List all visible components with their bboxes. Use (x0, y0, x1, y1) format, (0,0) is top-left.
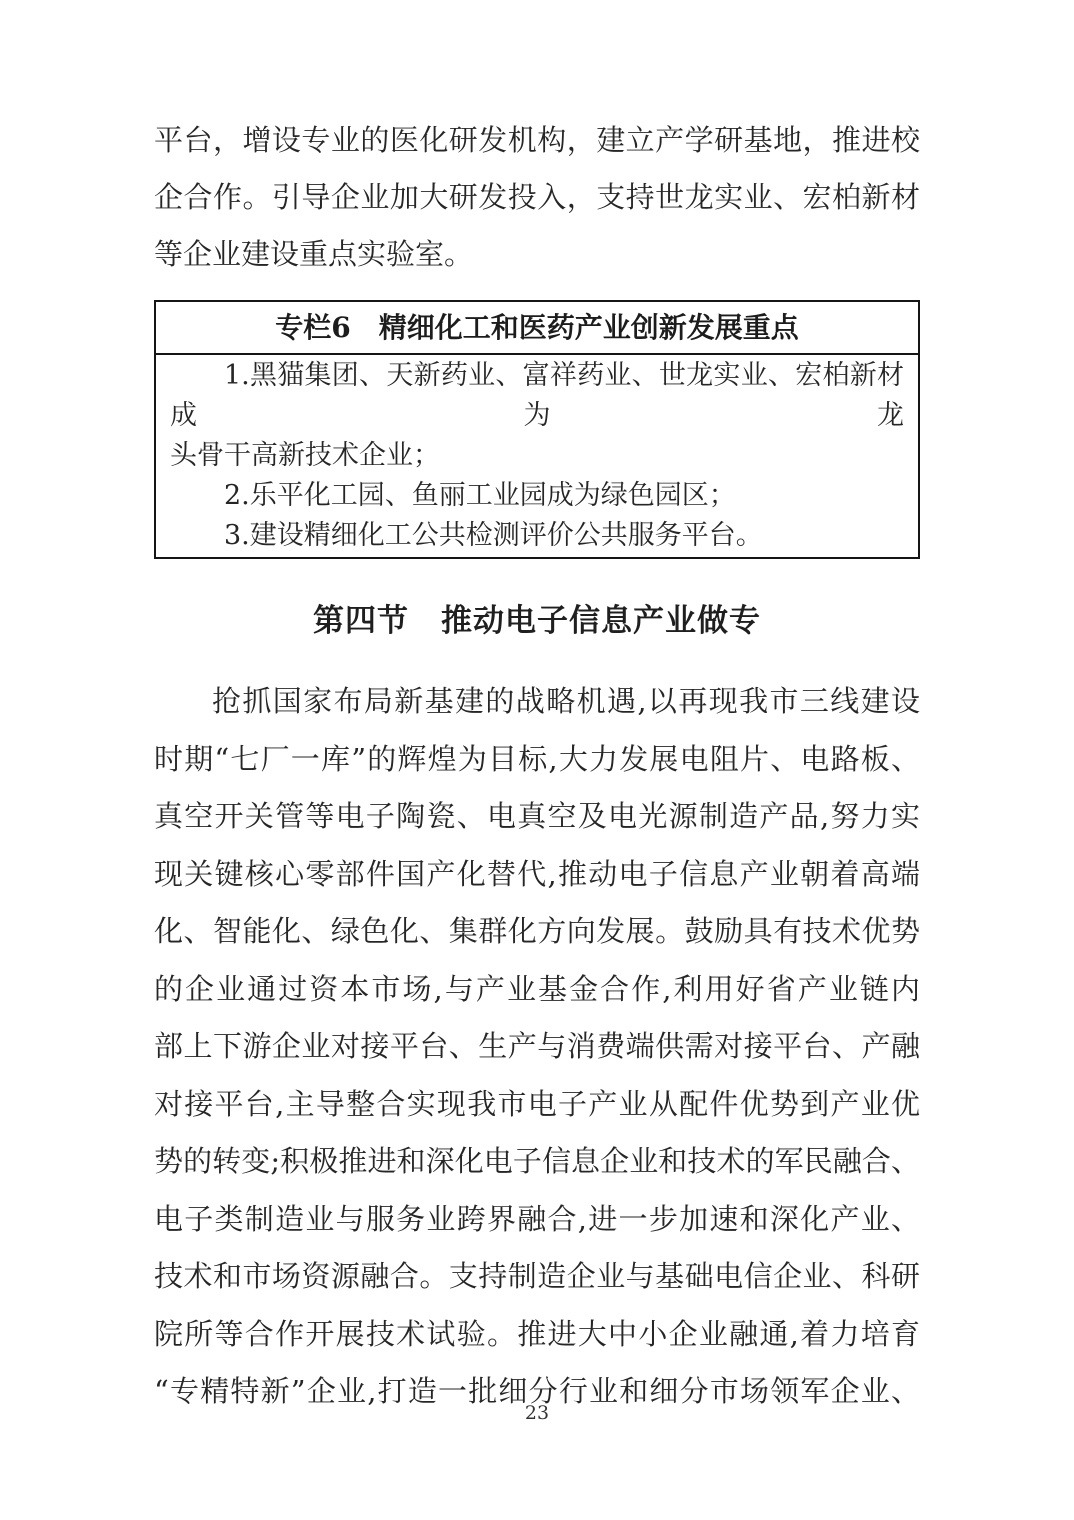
section-heading: 第四节 推动电子信息产业做专 (313, 603, 761, 639)
page-number: 23 (524, 1402, 550, 1424)
text-line: 势的转变;积极推进和深化电子信息企业和技术的军民融合、 (154, 1144, 920, 1178)
text-line: 电子类制造业与服务业跨界融合,进一步加速和深化产业、 (154, 1201, 920, 1236)
page-content (154, 112, 920, 1421)
text-line: 的企业通过资本市场,与产业基金合作,利用好省产业链内 (154, 971, 920, 1006)
text-line: 真空开关管等电子陶瓷、电真空及电光源制造产品,努力实 (154, 799, 920, 833)
text-line: 抢抓国家布局新基建的战略机遇,以再现我市三线建设 (212, 684, 920, 718)
text-line: 技术和市场资源融合。支持制造企业与基础电信企业、科研 (154, 1259, 920, 1293)
callout-line: 3.建设精细化工公共检测评价公共服务平台。 (224, 520, 763, 551)
text-line: 时期“七厂一库”的辉煌为目标,大力发展电阻片、电路板、 (154, 741, 920, 776)
text-line: 企合作。引导企业加大研发投入，支持世龙实业、宏柏新材 (154, 180, 920, 214)
text-line: 化、智能化、绿色化、集群化方向发展。鼓励具有技术优势 (154, 914, 920, 948)
text-line: 现关键核心零部件国产化替代,推动电子信息产业朝着高端 (154, 856, 920, 891)
text-line: “专精特新”企业,打造一批细分行业和细分市场领军企业、 (154, 1374, 920, 1408)
callout-line: 1.黑猫集团、天新药业、富祥药业、世龙实业、宏柏新材成为龙 (170, 360, 904, 431)
text-line: 对接平台,主导整合实现我市电子产业从配件优势到产业优 (154, 1086, 920, 1121)
text-line: 平台，增设专业的医化研发机构，建立产学研基地，推进校 (154, 123, 920, 157)
callout-line: 2.乐平化工园、鱼丽工业园成为绿色园区； (224, 480, 736, 511)
intro-paragraph (154, 112, 920, 283)
text-line: 院所等合作开展技术试验。推进大中小企业融通,着力培育 (154, 1316, 920, 1351)
text-line: 等企业建设重点实验室。 (154, 237, 474, 271)
callout-box (154, 300, 920, 559)
section-paragraph (154, 673, 920, 1421)
text-line: 部上下游企业对接平台、生产与消费端供需对接平台、产融 (154, 1029, 920, 1063)
callout-line: 头骨干高新技术企业； (170, 440, 440, 471)
callout-box-title: 专栏6 精细化工和医药产业创新发展重点 (156, 302, 918, 355)
callout-box-body (156, 355, 918, 557)
